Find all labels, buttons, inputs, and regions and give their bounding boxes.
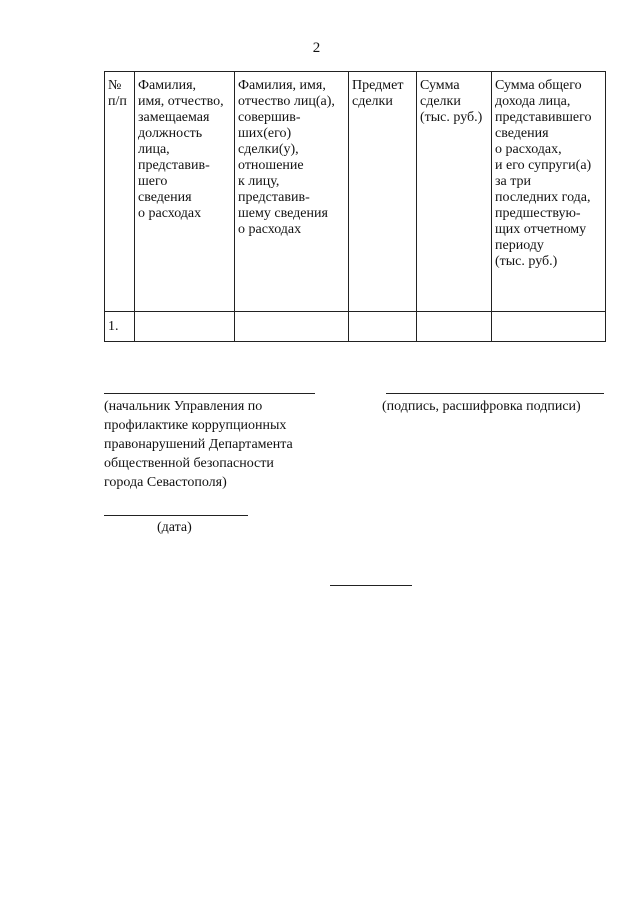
cell-transaction-amount [417,312,492,342]
page-number: 2 [312,40,321,56]
header-transaction-amount: Сумма сделки (тыс. руб.) [417,72,492,312]
cell-declarant [135,312,235,342]
signature-caption: (подпись, расшифровка подписи) [382,399,581,414]
table-header-row [105,72,606,312]
header-number: № п/п [105,72,135,312]
cell-total-income [492,312,606,342]
official-position-line [104,393,315,394]
signature-line [386,393,604,394]
expense-report-table [104,71,606,342]
header-transaction-subject: Предмет сделки [349,72,417,312]
date-caption: (дата) [157,520,192,535]
header-total-income: Сумма общего дохода лица, представившего сведения о расходах, и его супруги(а) за три последних года, предшествую- щих отчетному периоду (тыс. руб.) [492,72,606,312]
end-separator-line [330,585,412,586]
cell-transaction-persons [235,312,349,342]
cell-transaction-subject [349,312,417,342]
date-line [104,515,248,516]
header-transaction-persons: Фамилия, имя, отчество лиц(а), совершив- ших(его) сделки(у), отношение к лицу, представив- шему сведения о расходах [235,72,349,312]
header-declarant: Фамилия, имя, отчество, замещаемая должность лица, представив- шего сведения о расходах [135,72,235,312]
official-position-caption: (начальник Управления по профилактике коррупционных правонарушений Департамента общественной безопасности города Севастополя) [104,399,293,490]
table-row [105,312,606,342]
cell-number: 1. [105,312,135,342]
